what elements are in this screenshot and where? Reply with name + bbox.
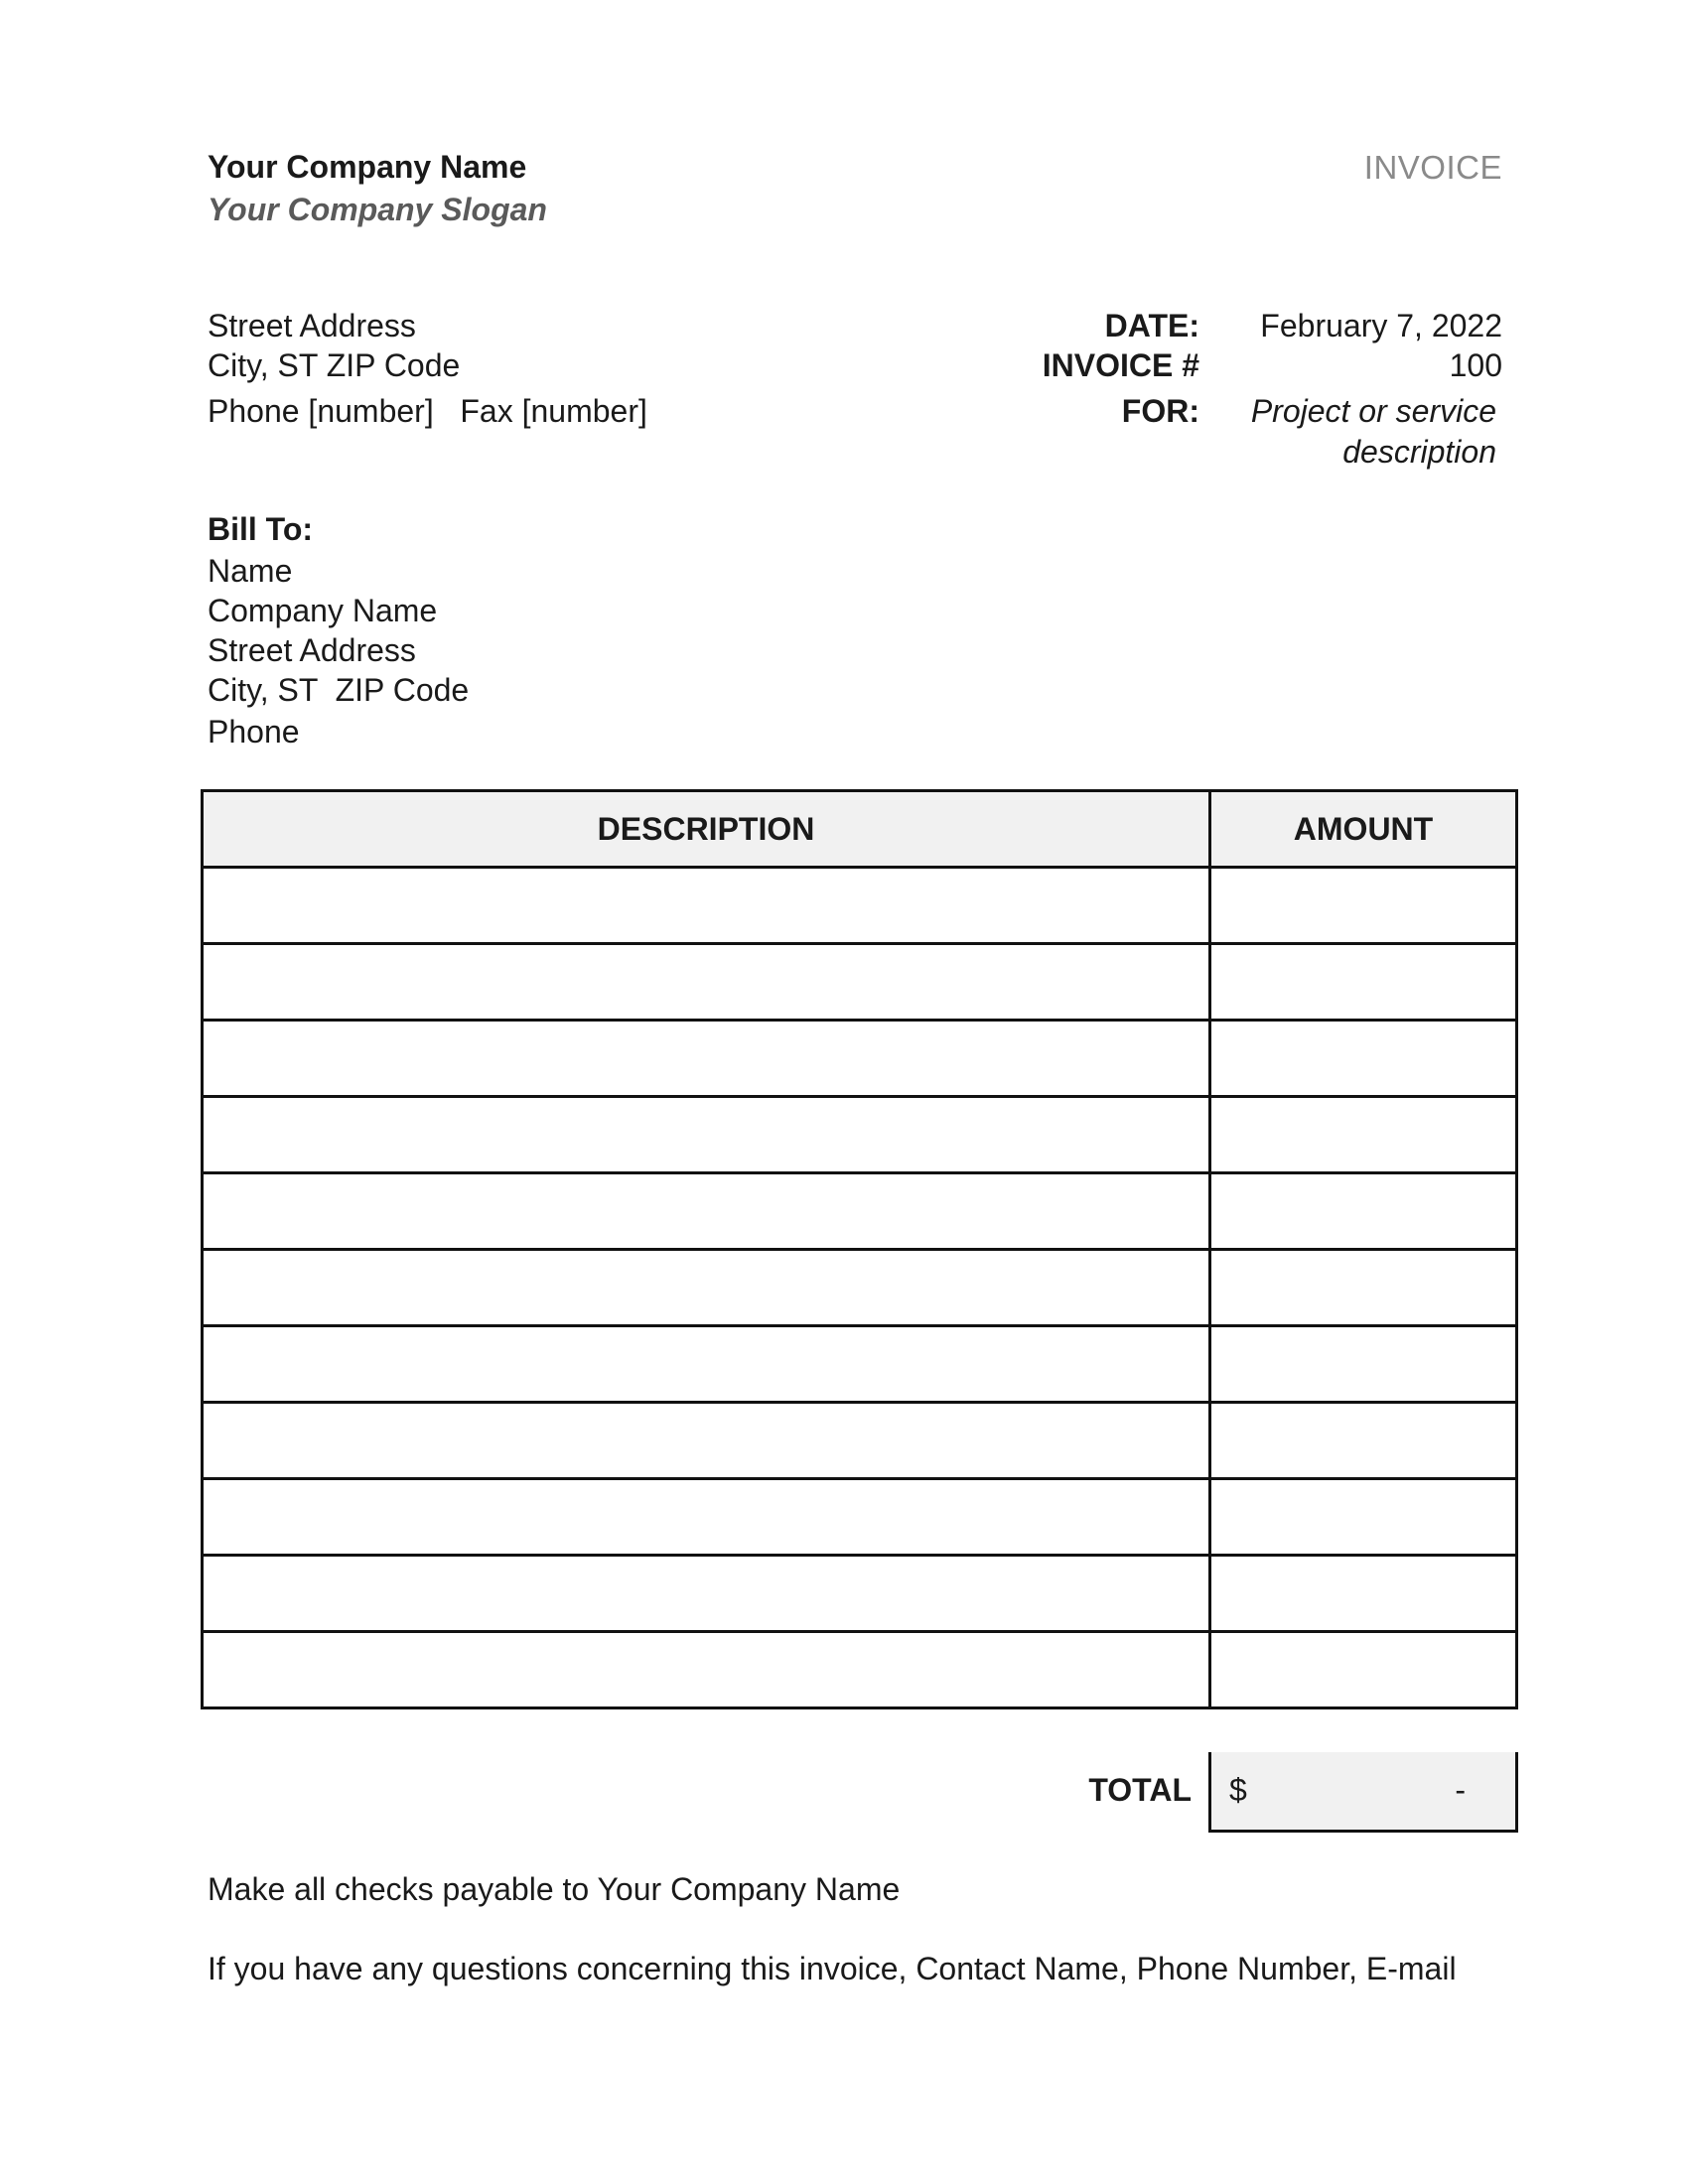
sender-phone-fax: Phone [number] Fax [number] [208, 393, 647, 429]
amount-cell[interactable] [1210, 1479, 1517, 1556]
bill-to-street: Street Address [208, 632, 416, 668]
sender-city-line: City, ST ZIP Code [208, 347, 461, 383]
bill-to-heading: Bill To: [208, 511, 314, 547]
for-label: FOR: [1121, 393, 1199, 429]
invoice-number-label: INVOICE # [1042, 347, 1199, 383]
for-value-line2: description [1342, 434, 1496, 470]
payable-note: Make all checks payable to Your Company Name [208, 1871, 901, 1907]
line-items-table [201, 789, 1518, 1709]
bill-to-name: Name [208, 553, 293, 589]
invoice-number-value: 100 [1449, 347, 1502, 383]
table-row [203, 1021, 1517, 1097]
bill-to-company: Company Name [208, 593, 438, 628]
description-cell[interactable] [203, 1556, 1210, 1632]
table-row [203, 1403, 1517, 1479]
amount-column-header: AMOUNT [1210, 791, 1517, 868]
description-cell[interactable] [203, 1326, 1210, 1403]
bill-to-phone: Phone [208, 714, 300, 750]
amount-cell[interactable] [1210, 1632, 1517, 1708]
description-cell[interactable] [203, 868, 1210, 944]
description-cell[interactable] [203, 1479, 1210, 1556]
description-cell[interactable] [203, 944, 1210, 1021]
amount-cell[interactable] [1210, 1250, 1517, 1326]
total-currency-symbol: $ [1229, 1772, 1247, 1808]
amount-cell[interactable] [1210, 1021, 1517, 1097]
amount-cell[interactable] [1210, 944, 1517, 1021]
bill-to-city-line: City, ST ZIP Code [208, 672, 470, 708]
amount-cell[interactable] [1210, 1403, 1517, 1479]
date-label: DATE: [1104, 308, 1199, 343]
table-row [203, 1173, 1517, 1250]
table-header-row [203, 791, 1517, 868]
description-column-header: DESCRIPTION [203, 791, 1210, 868]
table-row [203, 1326, 1517, 1403]
amount-cell[interactable] [1210, 1173, 1517, 1250]
total-label: TOTAL [1088, 1772, 1192, 1808]
amount-cell[interactable] [1210, 868, 1517, 944]
questions-note: If you have any questions concerning this invoice, Contact Name, Phone Number, E-mail [208, 1951, 1457, 1986]
description-cell[interactable] [203, 1097, 1210, 1173]
description-cell[interactable] [203, 1632, 1210, 1708]
table-row [203, 1556, 1517, 1632]
description-cell[interactable] [203, 1173, 1210, 1250]
table-row [203, 868, 1517, 944]
date-value: February 7, 2022 [1260, 308, 1502, 343]
total-value: - [1455, 1772, 1466, 1808]
amount-cell[interactable] [1210, 1556, 1517, 1632]
table-row [203, 944, 1517, 1021]
description-cell[interactable] [203, 1021, 1210, 1097]
document-title: INVOICE [1363, 149, 1502, 186]
company-name: Your Company Name [208, 149, 527, 185]
table-row [203, 1632, 1517, 1708]
table-row [203, 1250, 1517, 1326]
amount-cell[interactable] [1210, 1097, 1517, 1173]
table-row [203, 1097, 1517, 1173]
total-box [1208, 1752, 1518, 1833]
amount-cell[interactable] [1210, 1326, 1517, 1403]
company-slogan: Your Company Slogan [208, 192, 547, 227]
for-value-line1: Project or service [1250, 393, 1496, 429]
table-row [203, 1479, 1517, 1556]
description-cell[interactable] [203, 1403, 1210, 1479]
sender-street: Street Address [208, 308, 416, 343]
description-cell[interactable] [203, 1250, 1210, 1326]
